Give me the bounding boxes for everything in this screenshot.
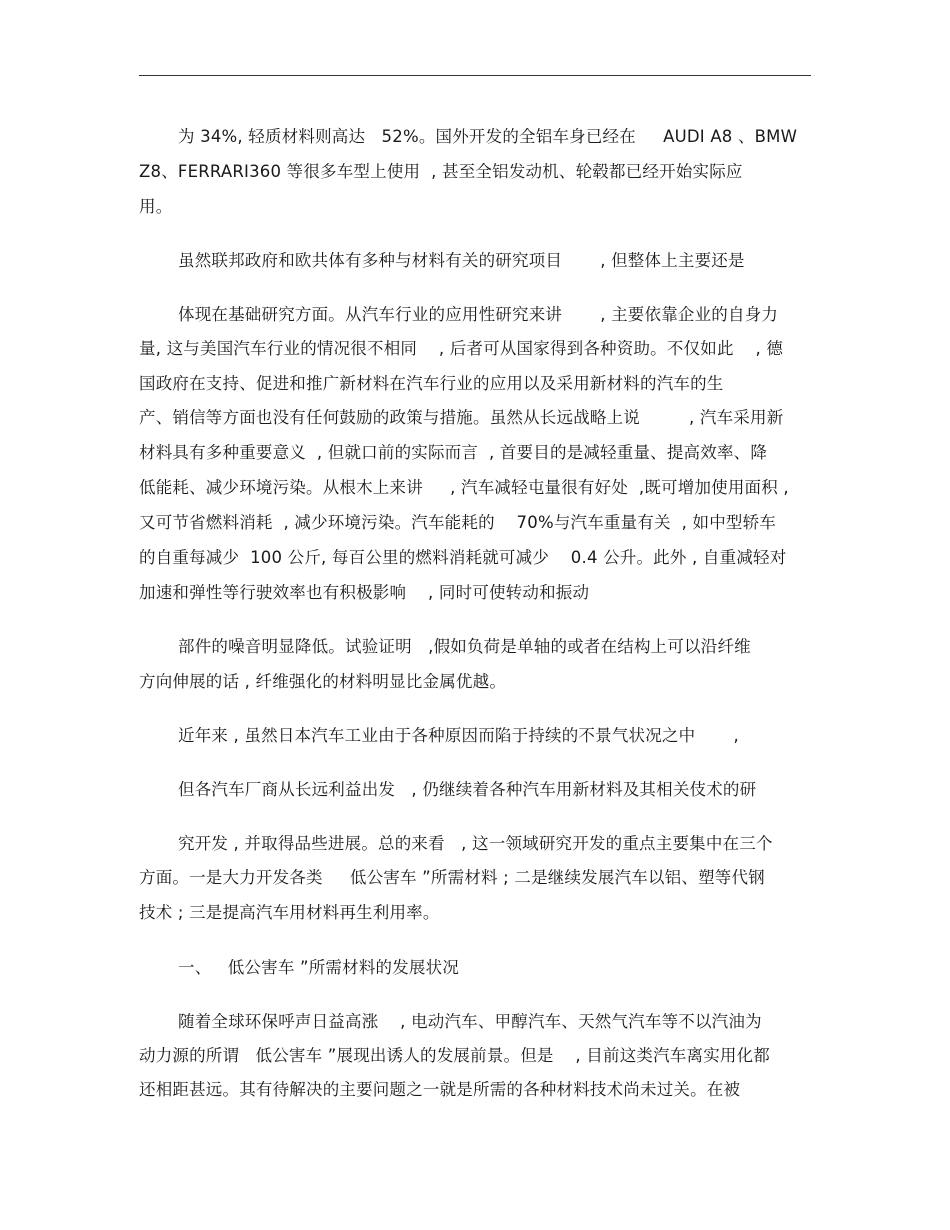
text-line: 方向伸展的话 , 纤维强化的材料明显比金属优越。 [139,672,507,691]
text-line: 究开发 , 并取得品些进展。总的来看 , 这一领域研究开发的重点主要集中在三个 [178,834,773,853]
text-line: 随着全球环保呼声日益高涨 , 电动汽车、甲醇汽车、天然气汽车等不以汽油为 [178,1012,762,1031]
text-line: 动力源的所谓 低公害车 ”展现出诱人的发展前景。但是 , 目前这类汽车离实用化都 [139,1046,770,1065]
text-line: 虽然联邦政府和欧共体有多种与材料有关的研究项目 , 但整体上主要还是 [178,251,745,270]
text-line: 为 34%, 轻质材料则高达 52%。国外开发的全铝车身已经在 AUDI A8 、BMW [178,127,798,146]
text-line: 近年来 , 虽然日本汽车工业由于各种原因而陷于持续的不景气状况之中 , [178,726,739,745]
text-line: 量, 这与美国汽车行业的情况很不相同 , 后者可从国家得到各种资助。不仅如此 , 德 [139,339,784,358]
text-line: 还相距甚远。其有待解决的主要问题之一就是所需的各种材料技术尚未过关。在被 [139,1080,741,1099]
text-line: 方面。一是大力开发各类 低公害车 ”所需材料 ; 二是继续发展汽车以铝、塑等代钢 [139,868,765,887]
text-line: 用。 [139,197,173,216]
text-line: 低能耗、减少环境污染。从根木上来讲 , 汽车减轻屯量很有好处 ,既可增加使用面积 , [139,478,789,497]
text-line: 加速和弹性等行驶效率也有积极影响 , 同时可使转动和振动 [139,583,590,602]
text-line: 又可节省燃料消耗 , 减少环境污染。汽车能耗的 70%与汽车重量有关 , 如中型轿车 [139,513,777,532]
text-line: 产、销信等方面也没有任何鼓励的政策与措施。虽然从长远战略上说 , 汽车采用新 [139,408,784,427]
text-line: 体现在基础研究方面。从汽车行业的应用性研究来讲 , 主要依靠企业的自身力 [178,305,779,324]
text-line: Z8、FERRARI360 等很多车型上使用 , 甚至全铝发动机、轮毂都已经开始实际应 [139,162,743,181]
text-line: 部件的噪音明显降低。试验证明 ,假如负荷是单轴的或者在结构上可以沿纤维 [178,637,751,656]
header-rule [139,75,811,76]
section-heading: 一、 低公害车 ”所需材料的发展状况 [178,958,460,977]
text-line: 但各汽车厂商从长远利益出发 , 仍继续着各种汽车用新材料及其相关伎术的研 [178,780,757,799]
text-line: 材料具有多种重要意义 , 但就口前的实际而言 , 首要目的是减轻重量、提高效率、降 [139,443,768,462]
text-line: 技术 ; 三是提高汽车用材料再生利用率。 [139,903,440,922]
text-line: 的自重每减少 100 公斤, 每百公里的燃料消耗就可减少 0.4 公升。此外 , 自重减轻对 [139,548,787,567]
text-line: 国政府在支持、促进和推广新材料在汽车行业的应用以及采用新材料的汽车的生 [139,374,724,393]
